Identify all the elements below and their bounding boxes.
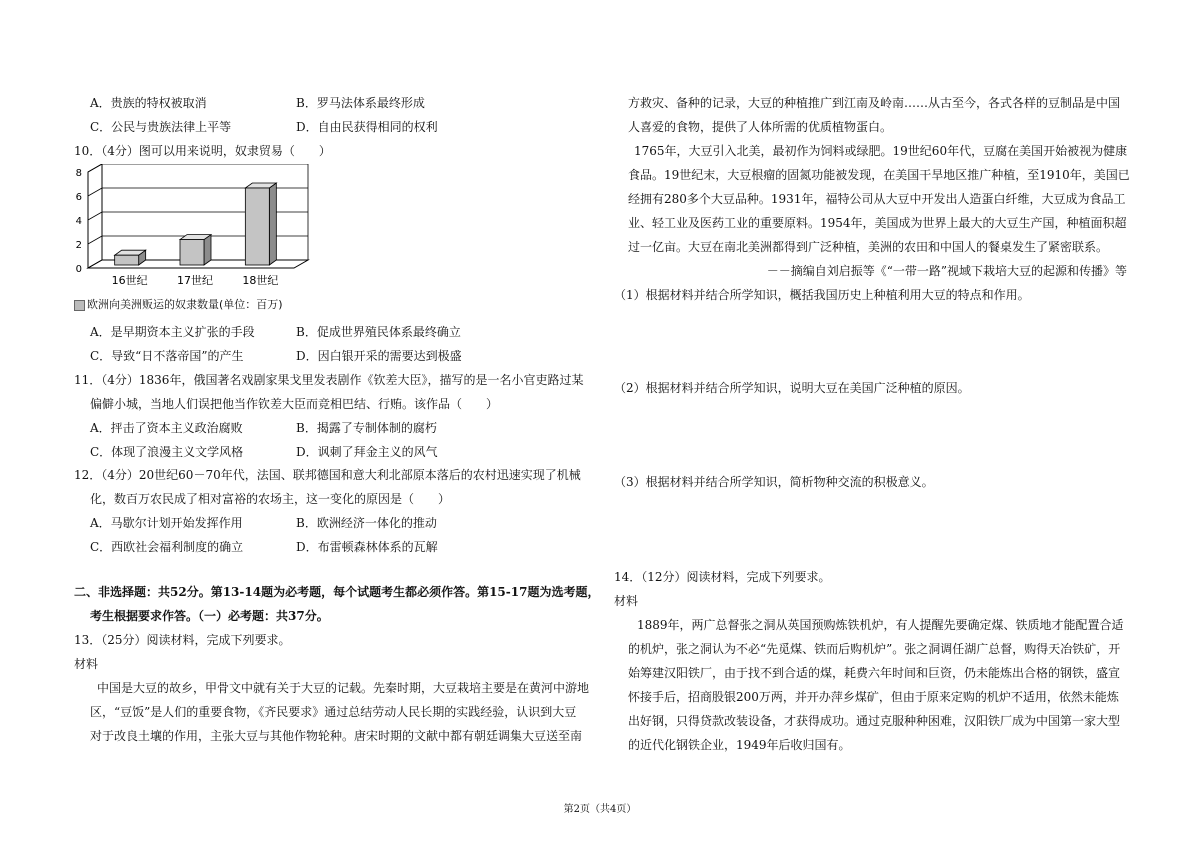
chart-y-tick-label: 6 [75,192,82,203]
q13-para1-line5: 人喜爱的食物，提供了人体所需的优质植物蛋白。 [628,120,893,134]
q14-stem: 14．（12分）阅读材料，完成下列要求。 [614,570,831,584]
page-footer: 第2页（共4页） [563,804,637,815]
q14-para-line6: 的近代化钢铁企业，1949年后收归国有。 [628,738,851,752]
chart-bar [245,188,269,265]
chart-y-tick-label: 8 [75,168,82,179]
q13-para1-line3: 对于改良土壤的作用，主张大豆与其他作物轮种。唐宋时期的文献中都有朝廷调集大豆送至南 [90,729,583,743]
q12-option-b[interactable]: B．欧洲经济一体化的推动 [296,516,437,530]
q12-stem-line2: 化，数百万农民成了相对富裕的农场主，这一变化的原因是（ ） [90,492,451,506]
q10-option-a[interactable]: A．是早期资本主义扩张的手段 [90,325,255,339]
chart-y-tick-label: 0 [75,264,82,275]
q13-para1-line4: 方救灾、备种的记录，大豆的种植推广到江南及岭南……从古至今，各式各样的豆制品是中国 [628,96,1121,110]
q9-option-b[interactable]: B．罗马法体系最终形成 [296,96,425,110]
q13-source: －－摘编自刘启振等《“一带一路”视域下栽培大豆的起源和传播》等 [766,264,1127,278]
q13-para2-line4: 业、轻工业及医药工业的重要原料。1954年，美国成为世界上最大的大豆生产国，种植面积超 [628,216,1127,230]
chart-bar [115,255,139,265]
chart-bar [180,240,204,265]
q10-option-b[interactable]: B．促成世界殖民体系最终确立 [296,325,461,339]
q13-sub3: （3）根据材料并结合所学知识，简析物种交流的积极意义。 [614,475,934,489]
q9-option-c[interactable]: C．公民与贵族法律上平等 [90,120,232,134]
q13-sub2: （2）根据材料并结合所学知识，说明大豆在美国广泛种植的原因。 [614,381,970,395]
q13-sub1: （1）根据材料并结合所学知识，概括我国历史上种植利用大豆的特点和作用。 [614,288,1030,302]
q11-option-a[interactable]: A．抨击了资本主义政治腐败 [90,421,243,435]
q9-option-d[interactable]: D．自由民获得相同的权利 [296,120,438,134]
q12-option-c[interactable]: C．西欧社会福利制度的确立 [90,540,244,554]
chart-bar-side [269,183,276,265]
slave-trade-chart [72,164,322,314]
q13-para1-line2: 区，“豆饭”是人们的重要食物，《齐民要求》通过总结劳动人民长期的实践经验，认识到大豆 [90,705,577,719]
section2-heading-line1: 二、非选择题：共52分。第13-14题为必考题，每个试题考生都必须作答。第15-17题为选考题， [74,585,600,599]
q10-option-d[interactable]: D．因白银开采的需要达到极盛 [296,349,462,363]
chart-x-tick-label: 17世纪 [177,274,213,287]
chart-x-tick-label: 16世纪 [111,274,148,287]
q13-para2-line1: 1765年，大豆引入北美，最初作为饲料或绿肥。19世纪60年代，豆腐在美国开始被视为健康 [634,144,1128,158]
q13-stem: 13．（25分）阅读材料，完成下列要求。 [74,633,291,647]
q14-para-line4: 怀接手后，招商股银200万两，并开办萍乡煤矿，但由于原来定购的机炉不适用，依然未能炼 [628,690,1119,704]
q11-option-b[interactable]: B．揭露了专制体制的腐朽 [296,421,437,435]
q13-para1-line1: 中国是大豆的故乡，甲骨文中就有关于大豆的记载。先秦时期，大豆栽培主要是在黄河中游地 [97,681,590,695]
q12-option-d[interactable]: D．布雷顿森林体系的瓦解 [296,540,438,554]
chart-y-tick-label: 4 [75,216,82,227]
q9-option-a[interactable]: A．贵族的特权被取消 [90,96,207,110]
q11-option-c[interactable]: C．体现了浪漫主义文学风格 [90,445,244,459]
section2-heading-line2: 考生根据要求作答。（一）必考题：共37分。 [90,609,329,623]
chart-y-tick-label: 2 [75,240,82,251]
q14-para-line5: 出好钢，只得贷款改装设备，才获得成功。通过克服种种困难，汉阳铁厂成为中国第一家大型 [628,714,1121,728]
q13-para2-line5: 过一亿亩。大豆在南北美洲都得到广泛种植，美洲的农田和中国人的餐桌发生了紧密联系。 [628,240,1109,254]
q12-stem-line1: 12．（4分）20世纪60－70年代，法国、联邦德国和意大利北部原本落后的农村迅速实现了机械 [74,468,581,482]
chart-x-tick-label: 18世纪 [242,274,279,287]
q13-para2-line2: 食品。19世纪末，大豆根瘤的固氮功能被发现，在美国干旱地区推广种植，至1910年，美国已 [628,168,1130,182]
q14-para-line3: 始筹建汉阳铁厂，由于找不到合适的煤，耗费六年时间和巨资，仍未能炼出合格的钢铁，盛宣 [628,666,1121,680]
q10-option-c[interactable]: C．导致“日不落帝国”的产生 [90,349,244,363]
legend-swatch [74,300,85,311]
q11-option-d[interactable]: D．讽刺了拜金主义的风气 [296,445,438,459]
q12-option-a[interactable]: A．马歇尔计划开始发挥作用 [90,516,243,530]
q11-stem-line1: 11．（4分）1836年，俄国著名戏剧家果戈里发表剧作《钦差大臣》，描写的是一名小官吏路过某 [74,373,584,387]
q13-para2-line3: 经拥有280多个大豆品种。1931年，福特公司从大豆中开发出人造蛋白纤维，大豆成为食品工 [628,192,1126,206]
q14-para-line1: 1889年，两广总督张之洞从英国预购炼铁机炉，有人提醒先要确定煤、铁质地才能配置合适 [637,618,1124,632]
q14-para-line2: 的机炉，张之洞认为不必“先觅煤、铁而后购机炉”。张之洞调任湖广总督，购得天冶铁矿，开 [628,642,1121,656]
q13-material-label: 材料 [74,657,99,671]
chart-legend [74,297,283,313]
q14-material-label: 材料 [614,594,639,608]
legend-label: 欧洲向美洲贩运的奴隶数量(单位：百万) [87,298,283,311]
q10-stem: 10．（4分）图可以用来说明，奴隶贸易（ ） [74,144,331,158]
q11-stem-line2: 偏僻小城，当地人们误把他当作钦差大臣而竞相巴结、行贿。该作品（ ） [90,397,499,411]
